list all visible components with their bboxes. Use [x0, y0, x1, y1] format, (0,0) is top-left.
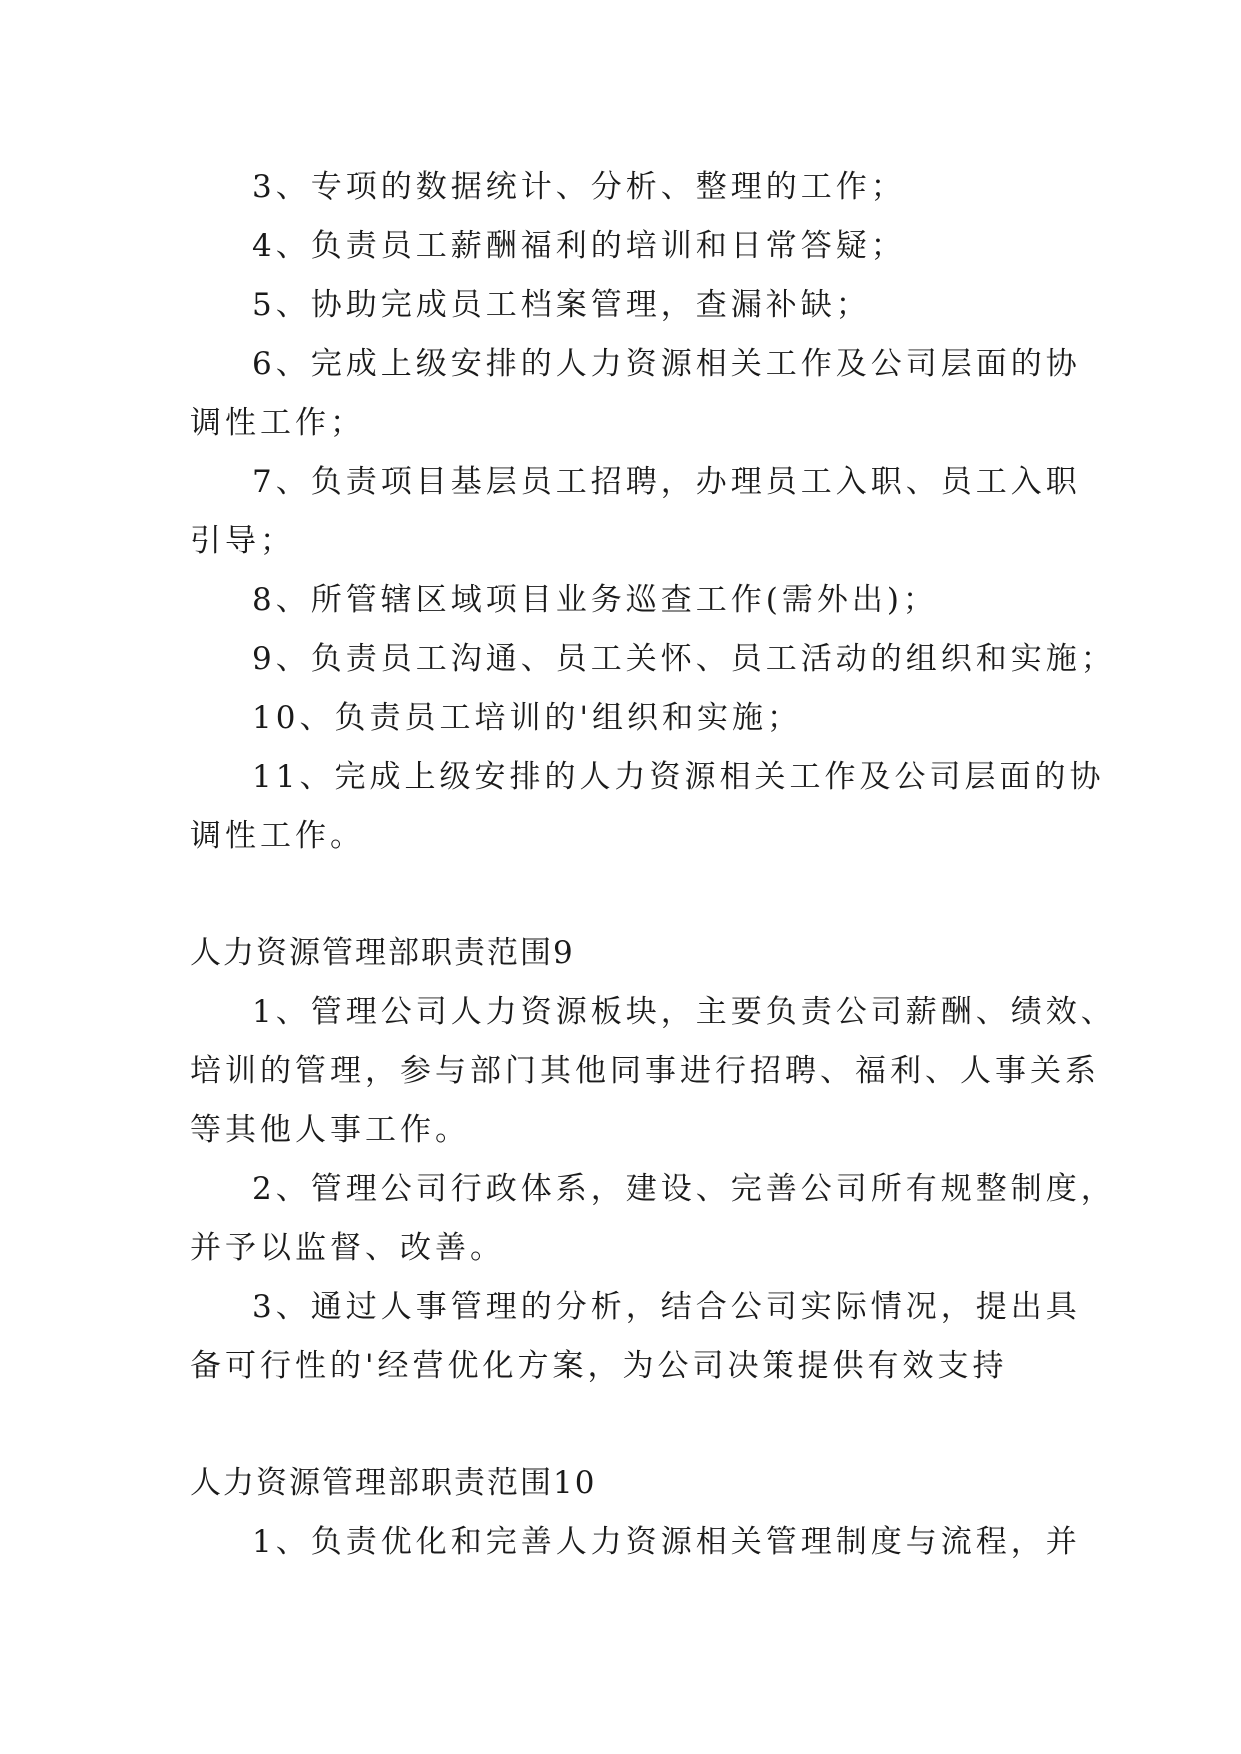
- list-item-continuation: 调性工作；: [190, 405, 365, 441]
- list-item: [190, 453, 1081, 571]
- list-item-line: 8、所管辖区域项目业务巡查工作(需外出)；: [252, 582, 938, 618]
- list-item-line: 10、负责员工培训的'组织和实施；: [252, 700, 802, 736]
- section-heading: 人力资源管理部职责范围9: [190, 935, 575, 971]
- list-item-line: 4、负责员工薪酬福利的培训和日常答疑；: [252, 228, 906, 264]
- list-item-line: 3、专项的数据统计、分析、整理的工作；: [252, 169, 906, 205]
- list-item: [190, 217, 1050, 276]
- list-item-line: 1、管理公司人力资源板块，主要负责公司薪酬、绩效、: [252, 994, 1116, 1030]
- list-item-continuation: 等其他人事工作。: [190, 1112, 470, 1148]
- list-item-continuation: 引导；: [190, 523, 295, 559]
- list-item: [190, 1513, 1081, 1572]
- list-item: [190, 158, 1050, 217]
- list-item: [190, 571, 1050, 630]
- list-item-line: 5、协助完成员工档案管理，查漏补缺；: [252, 287, 871, 323]
- list-item: [190, 276, 1050, 335]
- list-item-line: 2、管理公司行政体系，建设、完善公司所有规整制度，: [252, 1171, 1116, 1207]
- list-item-line: 6、完成上级安排的人力资源相关工作及公司层面的协: [252, 346, 1081, 382]
- list-item: [190, 983, 1116, 1160]
- duty-list: [190, 158, 1116, 866]
- document-body: [190, 158, 1116, 1572]
- list-item: [190, 335, 1081, 453]
- list-item-continuation: 培训的管理，参与部门其他同事进行招聘、福利、人事关系: [190, 1053, 1100, 1089]
- section-spacer: [190, 866, 1050, 924]
- list-item: [190, 748, 1105, 866]
- list-item-line: 1、负责优化和完善人力资源相关管理制度与流程，并: [252, 1524, 1081, 1560]
- section-heading: 人力资源管理部职责范围10: [190, 1465, 597, 1501]
- list-item: [190, 630, 1116, 689]
- list-item: [190, 689, 1050, 748]
- list-item-line: 3、通过人事管理的分析，结合公司实际情况，提出具: [252, 1289, 1081, 1325]
- list-item: [190, 1160, 1116, 1278]
- section-spacer: [190, 1396, 1050, 1454]
- list-item-continuation: 备可行性的'经营优化方案，为公司决策提供有效支持: [190, 1348, 1008, 1384]
- list-item-line: 9、负责员工沟通、员工关怀、员工活动的组织和实施；: [252, 641, 1116, 677]
- section-9: [190, 924, 1116, 1396]
- section-10: [190, 1454, 1081, 1572]
- list-item-line: 7、负责项目基层员工招聘，办理员工入职、员工入职: [252, 464, 1081, 500]
- list-item-line: 11、完成上级安排的人力资源相关工作及公司层面的协: [252, 759, 1105, 795]
- list-item-continuation: 调性工作。: [190, 818, 365, 854]
- list-item-continuation: 并予以监督、改善。: [190, 1230, 505, 1266]
- list-item: [190, 1278, 1081, 1396]
